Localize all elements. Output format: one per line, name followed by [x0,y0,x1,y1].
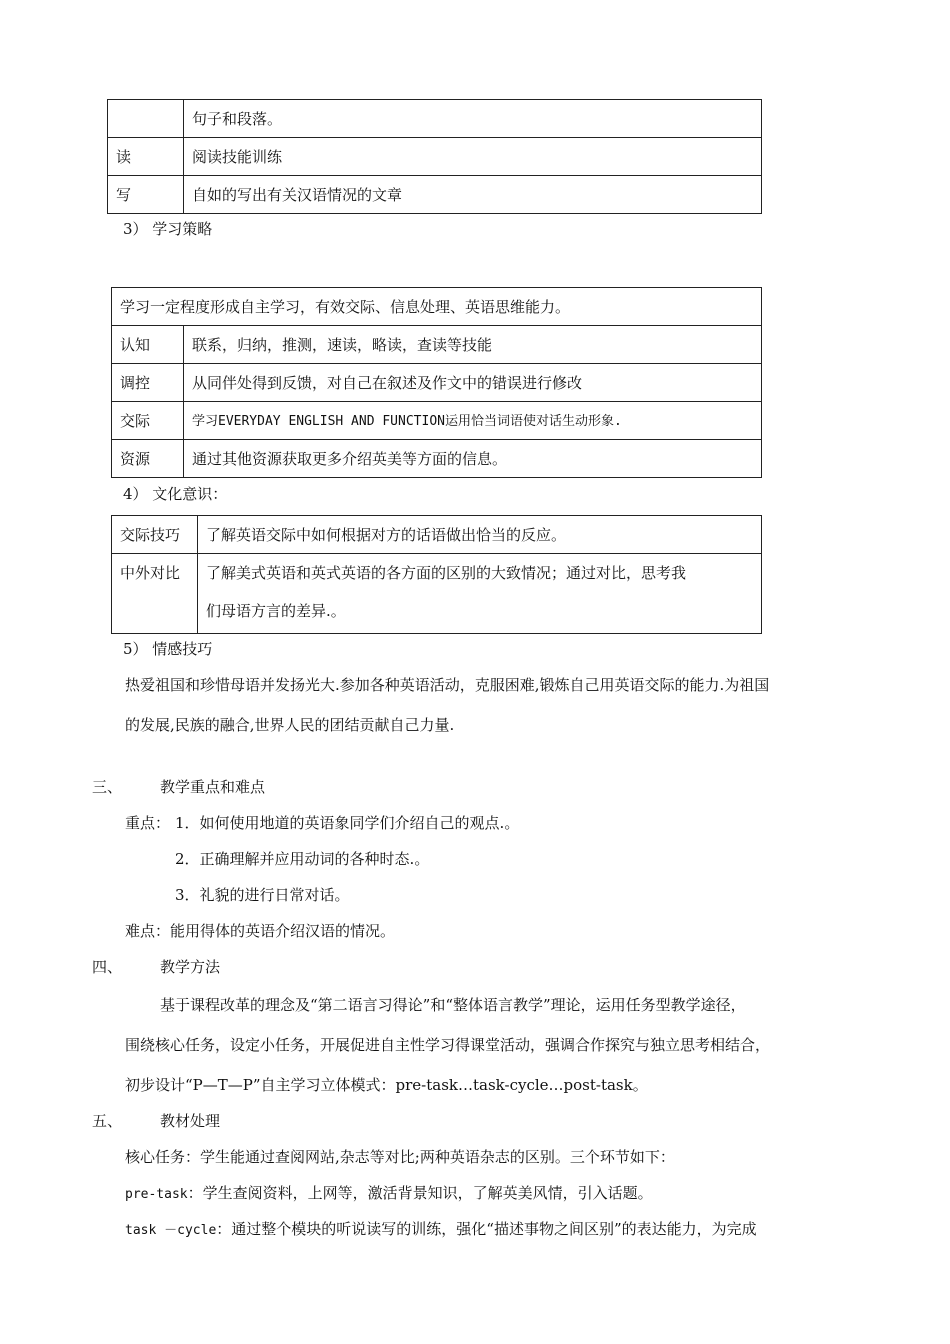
key-points-label: 重点： [125,814,171,832]
task-cycle-text: ：通过整个模块的听说读写的训练，强化“描述事物之间区别”的表达能力，为完成 [216,1220,757,1238]
section-title: 教学重点和难点 [160,778,266,796]
table-row [112,288,762,326]
table-cell-label: 写 [108,176,184,214]
table-cell-text [198,554,762,634]
core-task-text: 核心任务：学生能通过查阅网站,杂志等对比;两种英语杂志的区别。三个环节如下： [125,1148,675,1166]
section-number: 五、 [92,1112,123,1130]
method-paragraph-line: 初步设计“P—T—P”自主学习立体模式：pre-task…task-cycle…post-task。 [125,1076,648,1094]
culture-table [111,515,762,634]
table-cell-text: 通过其他资源获取更多介绍英美等方面的信息。 [184,440,762,478]
table-cell-label: 资源 [112,440,184,478]
section-number: 四、 [92,958,123,976]
table-cell-line: 们母语方言的差异.。 [206,602,346,620]
key-point-item: 2．正确理解并应用动词的各种时态.。 [175,850,430,868]
table-row [108,100,762,138]
method-paragraph-line: 围绕核心任务，设定小任务，开展促进自主性学习得课堂活动，强调合作探究与独立思考相结合， [125,1036,771,1054]
table-row [112,364,762,402]
section-title: 教材处理 [160,1112,221,1130]
table-cell-line: 了解美式英语和英式英语的各方面的区别的大致情况；通过对比，思考我 [206,564,687,582]
task-cycle-label: task －cycle [125,1223,217,1238]
pre-task-label: pre-task [125,1187,188,1202]
heading-emotional-skills: 5） 情感技巧 [123,640,213,658]
table-cell-text: 阅读技能训练 [184,138,762,176]
table-cell-label: 读 [108,138,184,176]
key-point-item: 3．礼貌的进行日常对话。 [175,886,350,904]
difficulty-text: 难点：能用得体的英语介绍汉语的情况。 [125,922,396,940]
table-cell-text: 自如的写出有关汉语情况的文章 [184,176,762,214]
section-title: 教学方法 [160,958,221,976]
table-cell-label: 交际技巧 [112,516,198,554]
table-cell-text: 句子和段落。 [184,100,762,138]
pre-task-line [125,1182,653,1203]
key-point-item: 1．如何使用地道的英语象同学们介绍自己的观点.。 [175,814,520,832]
table-row [112,402,762,440]
heading-learning-strategy: 3） 学习策略 [123,220,213,238]
table-row [112,326,762,364]
strategy-table [111,287,762,478]
emotion-paragraph-line: 的发展,民族的融合,世界人民的团结贡献自己力量. [125,716,455,734]
table-cell-label: 调控 [112,364,184,402]
table-header-cell: 学习一定程度形成自主学习，有效交际、信息处理、英语思维能力。 [112,288,762,326]
table-cell-text [184,402,762,440]
method-paragraph-line: 基于课程改革的理念及“第二语言习得论”和“整体语言教学”理论，运用任务型教学途径， [160,996,746,1014]
table-row [112,440,762,478]
pre-task-text: ：学生查阅资料，上网等，激活背景知识，了解英美风情，引入话题。 [187,1184,653,1202]
table-cell-label: 交际 [112,402,184,440]
table-row [112,554,762,634]
table-cell-label: 中外对比 [112,554,198,634]
table-row [112,516,762,554]
task-cycle-line [125,1218,757,1239]
table-cell-text-content: 学习EVERYDAY ENGLISH AND FUNCTION运用恰当词语使对话生动形象. [192,413,622,429]
table-cell-text: 了解英语交际中如何根据对方的话语做出恰当的反应。 [198,516,762,554]
table-cell-text: 从同伴处得到反馈，对自己在叙述及作文中的错误进行修改 [184,364,762,402]
table-row [108,138,762,176]
skills-table [107,99,762,214]
table-cell-label [108,100,184,138]
table-cell-text: 联系，归纳，推测，速读，略读，查读等技能 [184,326,762,364]
table-row [108,176,762,214]
emotion-paragraph-line: 热爱祖国和珍惜母语并发扬光大.参加各种英语活动，克服困难,锻炼自己用英语交际的能力.为祖国 [125,676,770,694]
section-number: 三、 [92,778,123,796]
table-cell-label: 认知 [112,326,184,364]
heading-cultural-awareness: 4） 文化意识： [123,485,228,503]
